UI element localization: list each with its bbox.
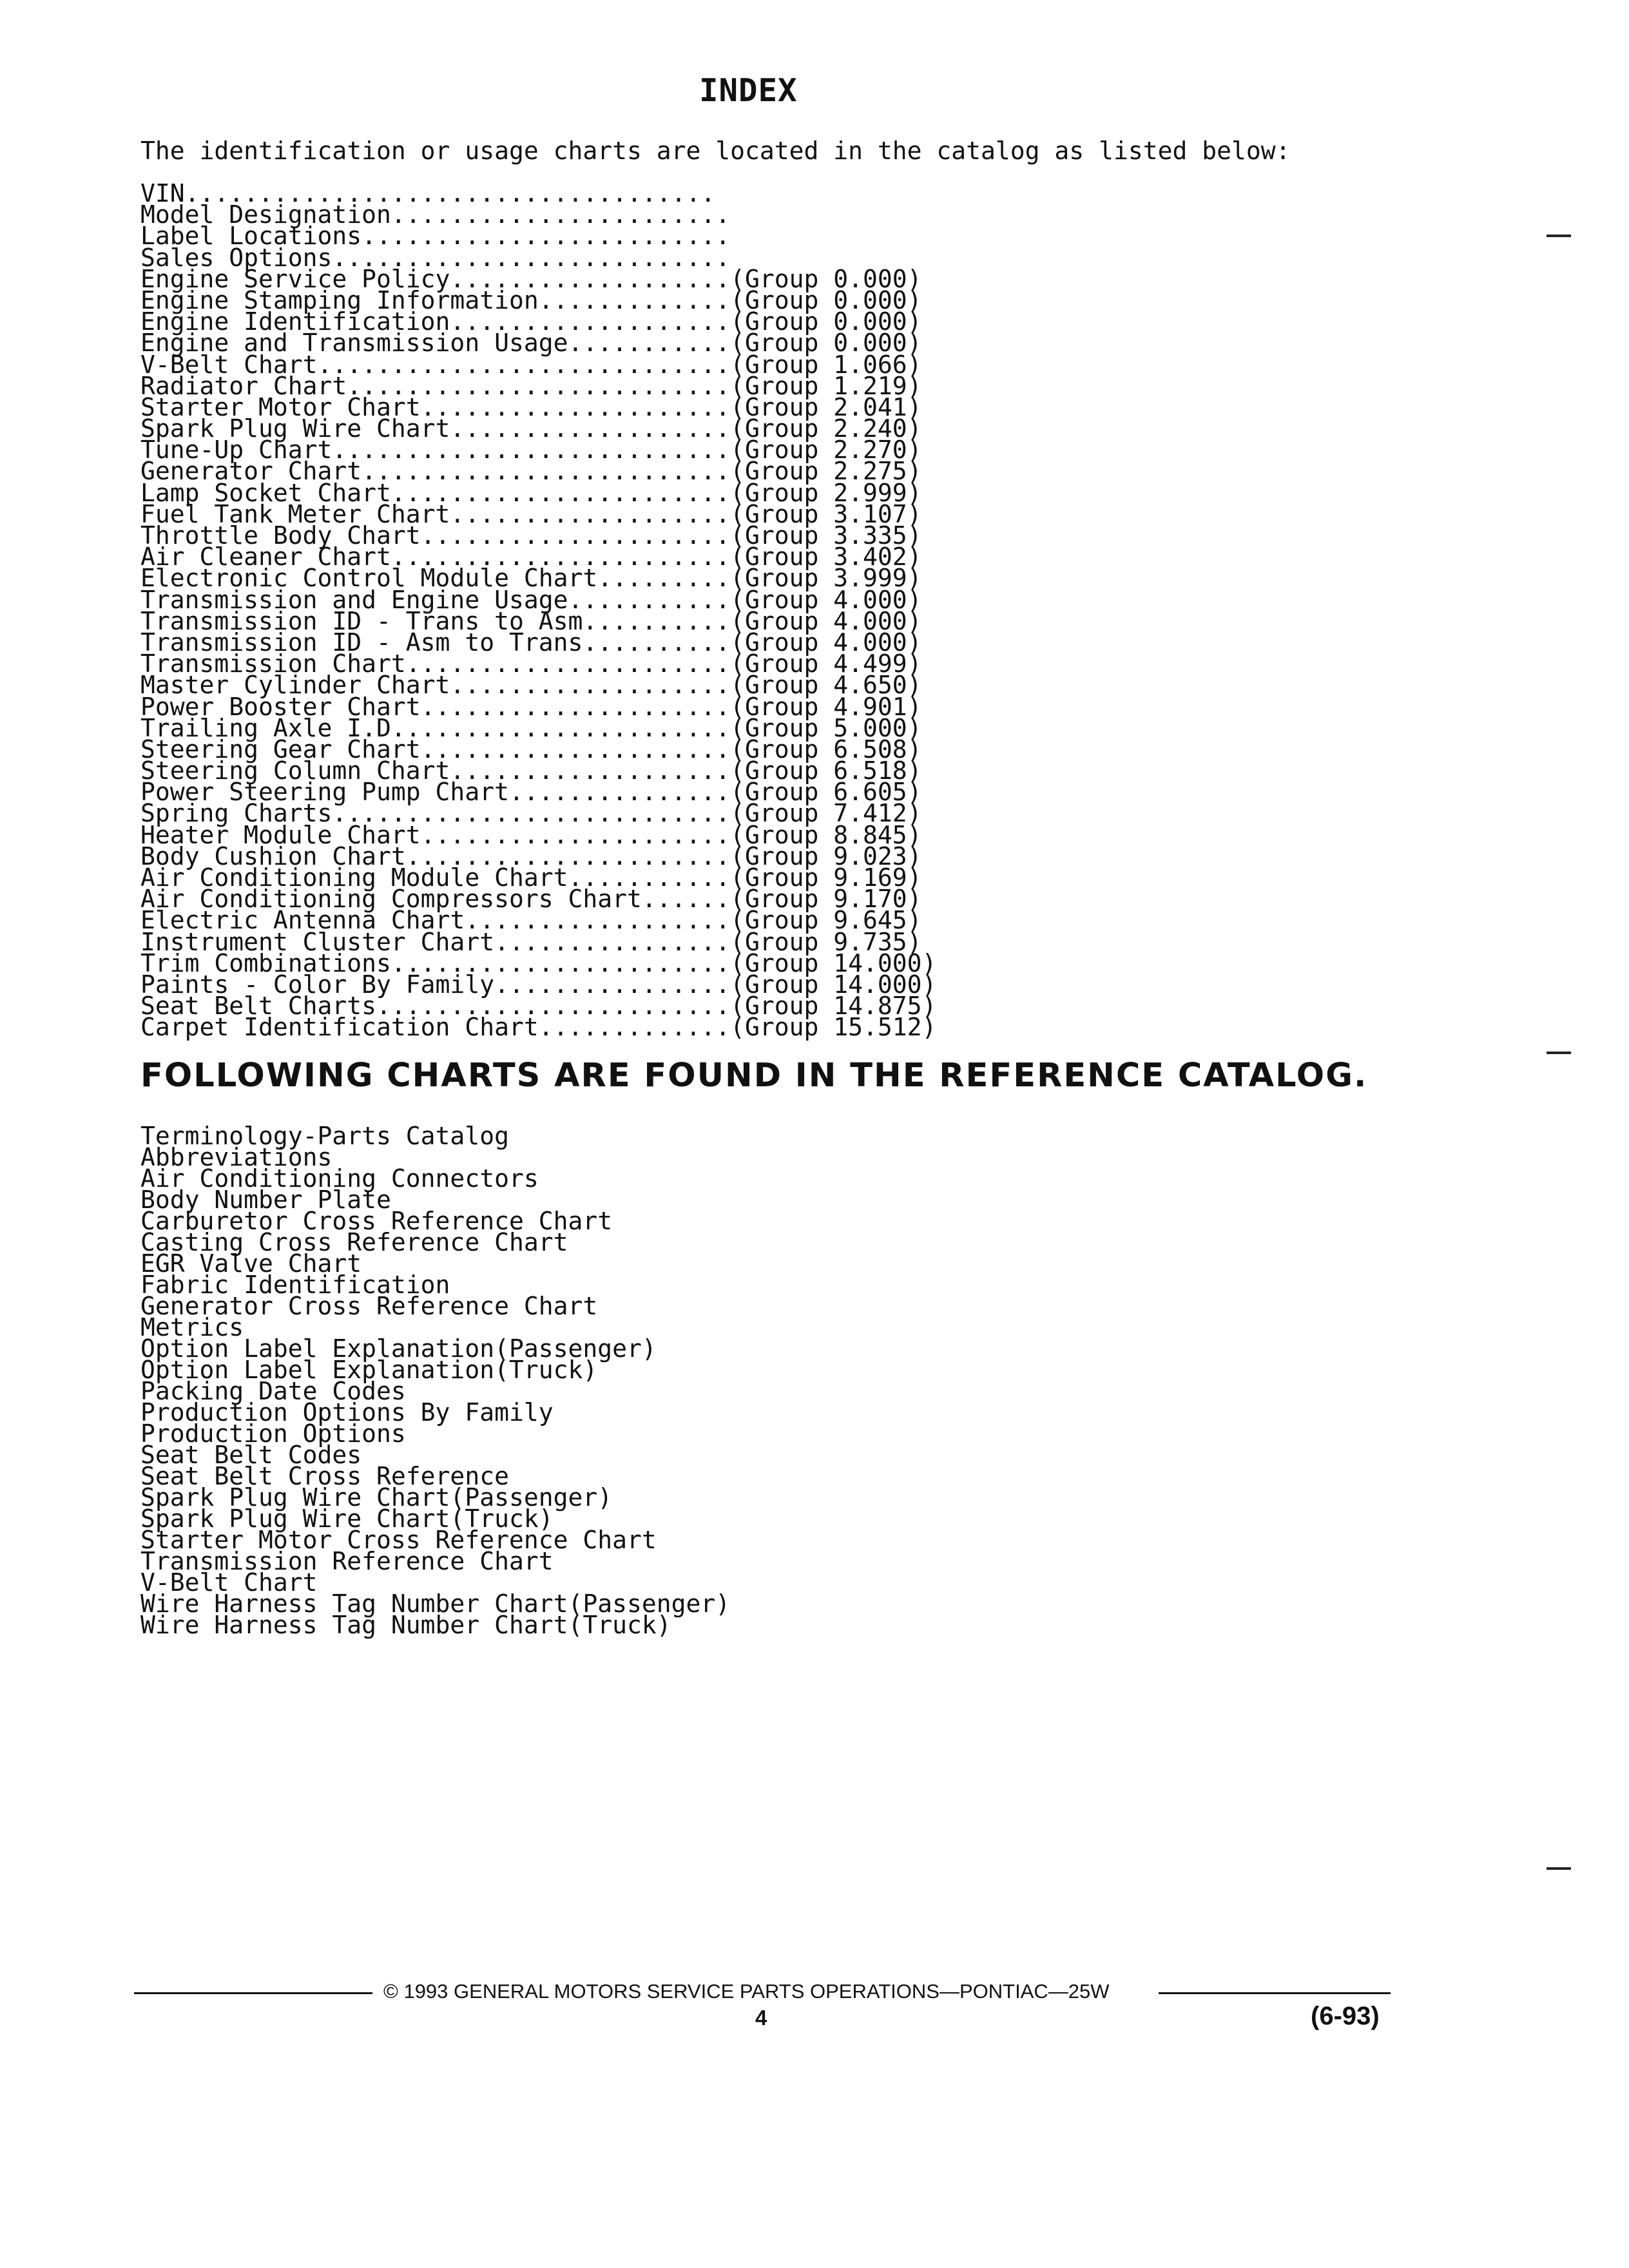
reference-entry: Starter Motor Cross Reference Chart (140, 1526, 657, 1554)
margin-tick-mark (1547, 1052, 1571, 1054)
reference-entry: Fabric Identification (140, 1271, 450, 1299)
reference-entry: Wire Harness Tag Number Chart(Truck) (140, 1611, 671, 1639)
index-entry: Tune-Up Chart...........................(Group 2.270) (140, 436, 922, 465)
revision-date: (6-93) (1311, 2002, 1380, 2030)
index-entry: Air Conditioning Compressors Chart......(Group 9.170) (140, 885, 922, 914)
reference-entry: Abbreviations (140, 1143, 333, 1171)
footer-rule-right (1159, 1992, 1391, 1994)
index-entry: Transmission ID - Asm to Trans..........(Group 4.000) (140, 628, 922, 657)
reference-list (140, 1122, 731, 1639)
index-entry: Carpet Identification Chart.............(Group 15.512) (140, 1013, 937, 1042)
reference-heading: FOLLOWING CHARTS ARE FOUND IN THE REFERENCE CATALOG. (140, 1057, 1368, 1095)
index-entry: Steering Gear Chart.....................(Group 6.508) (140, 735, 922, 764)
index-entry: Engine Stamping Information.............(Group 0.000) (140, 285, 922, 314)
index-entry: Air Conditioning Module Chart...........(Group 9.169) (140, 863, 922, 892)
reference-entry: Option Label Explanation(Passenger) (140, 1334, 657, 1363)
reference-entry: Carburetor Cross Reference Chart (140, 1207, 613, 1235)
index-entry: Starter Motor Chart.....................(Group 2.041) (140, 392, 922, 421)
reference-entry: V-Belt Chart (140, 1568, 318, 1597)
index-entry: Electronic Control Module Chart.........(Group 3.999) (140, 564, 922, 593)
reference-entry: Generator Cross Reference Chart (140, 1292, 598, 1320)
reference-entry: Seat Belt Cross Reference (140, 1462, 509, 1490)
reference-entry: Casting Cross Reference Chart (140, 1228, 568, 1256)
index-entry: Generator Chart.........................(Group 2.275) (140, 457, 922, 486)
reference-entry: Spark Plug Wire Chart(Passenger) (140, 1483, 613, 1512)
reference-entry: Air Conditioning Connectors (140, 1164, 539, 1193)
index-entry: Engine Identification...................(Group 0.000) (140, 307, 922, 336)
index-entry: VIN.................................... (140, 179, 716, 207)
index-entry: Heater Module Chart.....................(Group 8.845) (140, 820, 922, 849)
index-entry: Master Cylinder Chart...................(Group 4.650) (140, 671, 922, 700)
reference-entry: Transmission Reference Chart (140, 1547, 554, 1575)
index-entry: Body Cushion Chart......................(Group 9.023) (140, 841, 922, 870)
index-entry: Transmission ID - Trans to Asm..........(Group 4.000) (140, 606, 922, 635)
index-entry: Air Cleaner Chart.......................(Group 3.402) (140, 543, 922, 572)
index-entry: Trailing Axle I.D.......................(Group 5.000) (140, 713, 922, 742)
reference-entry: Terminology-Parts Catalog (140, 1122, 509, 1150)
index-entry: Seat Belt Charts........................(Group 14.875) (140, 992, 937, 1021)
margin-tick-mark (1547, 1867, 1571, 1870)
index-entry: Radiator Chart..........................(Group 1.219) (140, 371, 922, 400)
index-entry: Model Designation....................... (140, 200, 731, 229)
reference-entry: Packing Date Codes (140, 1377, 406, 1405)
reference-entry: Metrics (140, 1313, 244, 1341)
index-entry: Transmission Chart......................(Group 4.499) (140, 649, 922, 678)
footer-rule-left (134, 1992, 372, 1994)
page-title: INDEX (699, 72, 798, 109)
index-entry: Electric Antenna Chart..................(Group 9.645) (140, 906, 922, 935)
footer-copyright: © 1993 GENERAL MOTORS SERVICE PARTS OPERATIONS—PONTIAC—25W (383, 1980, 1110, 2003)
index-entry: Power Booster Chart.....................(Group 4.901) (140, 692, 922, 721)
index-entry: Throttle Body Chart.....................(Group 3.335) (140, 521, 922, 550)
index-entry: Lamp Socket Chart.......................(Group 2.999) (140, 478, 922, 507)
index-entry: Fuel Tank Meter Chart...................(Group 3.107) (140, 499, 922, 528)
index-list (140, 179, 937, 1042)
index-entry: Transmission and Engine Usage...........(Group 4.000) (140, 585, 922, 614)
reference-entry: Option Label Explanation(Truck) (140, 1356, 598, 1384)
index-entry: Instrument Cluster Chart................(Group 9.735) (140, 927, 922, 956)
index-entry: Spark Plug Wire Chart...................(Group 2.240) (140, 414, 922, 443)
reference-entry: Production Options (140, 1419, 406, 1448)
reference-entry: Wire Harness Tag Number Chart(Passenger) (140, 1590, 731, 1618)
reference-entry: EGR Valve Chart (140, 1249, 362, 1278)
reference-entry: Spark Plug Wire Chart(Truck) (140, 1504, 554, 1533)
index-entry: Trim Combinations.......................(Group 14.000) (140, 948, 937, 977)
reference-entry: Production Options By Family (140, 1398, 554, 1427)
reference-entry: Seat Belt Codes (140, 1441, 362, 1469)
index-entry: Label Locations......................... (140, 222, 731, 251)
index-entry: Steering Column Chart...................(Group 6.518) (140, 756, 922, 785)
index-entry: Paints - Color By Family................(Group 14.000) (140, 970, 937, 999)
margin-tick-mark (1547, 235, 1571, 237)
page-number: 4 (755, 2006, 767, 2030)
index-entry: Power Steering Pump Chart...............(Group 6.605) (140, 778, 922, 807)
index-entry: Spring Charts...........................(Group 7.412) (140, 799, 922, 828)
index-entry: Sales Options........................... (140, 243, 731, 272)
index-entry: Engine and Transmission Usage...........(Group 0.000) (140, 329, 922, 358)
index-entry: Engine Service Policy...................(Group 0.000) (140, 264, 922, 293)
reference-entry: Body Number Plate (140, 1186, 391, 1214)
intro-text: The identification or usage charts are located in the catalog as listed below: (140, 137, 1291, 165)
index-entry: V-Belt Chart............................(Group 1.066) (140, 350, 922, 379)
